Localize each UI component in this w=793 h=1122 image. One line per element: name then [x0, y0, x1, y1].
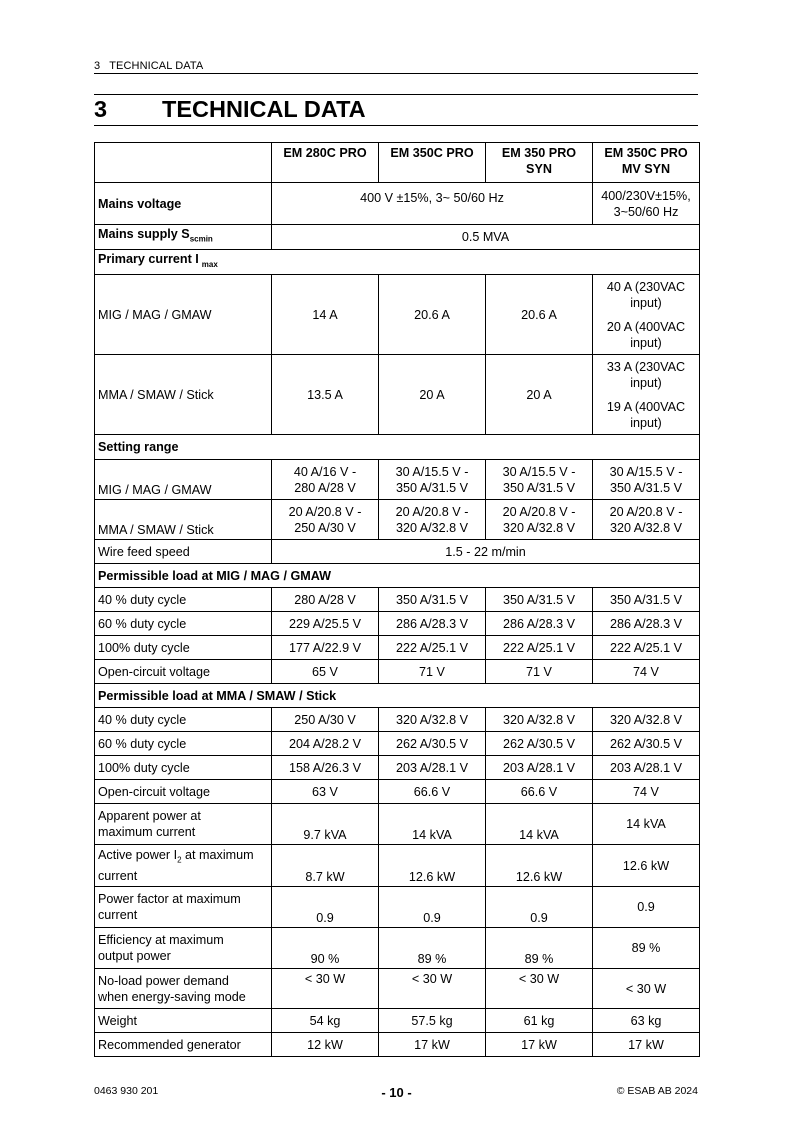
model-header: EM 350C PRO MV SYN [593, 143, 700, 183]
row-label: MIG / MAG / GMAW [95, 460, 272, 500]
cell-value: 63 V [272, 780, 379, 804]
cell-value: 66.6 V [486, 780, 593, 804]
title-rule-top [94, 94, 698, 95]
table-row [95, 780, 700, 804]
cell-value: 90 % [272, 928, 379, 969]
section-heading: Setting range [95, 435, 700, 460]
cell-value: 17 kW [593, 1033, 700, 1057]
cell-value: 20 A [486, 355, 593, 435]
cell-value: 17 kW [486, 1033, 593, 1057]
cell-value: 89 % [379, 928, 486, 969]
section-row [95, 564, 700, 588]
row-label: 100% duty cycle [95, 636, 272, 660]
cell-value: 12 kW [272, 1033, 379, 1057]
cell-value: 30 A/15.5 V - 350 A/31.5 V [486, 460, 593, 500]
cell-value: 0.9 [593, 887, 700, 928]
cell-value: 222 A/25.1 V [486, 636, 593, 660]
cell-value: 0.9 [486, 887, 593, 928]
chapter-title-text: TECHNICAL DATA [162, 96, 366, 122]
running-header-number: 3 [94, 60, 101, 72]
cell-value: 63 kg [593, 1009, 700, 1033]
cell-value: 1.5 - 22 m/min [272, 540, 700, 564]
title-rule-bottom [94, 125, 698, 126]
cell-value: 30 A/15.5 V - 350 A/31.5 V [593, 460, 700, 500]
row-label: Mains voltage [95, 183, 272, 225]
cell-value: 20 A [379, 355, 486, 435]
cell-value: 20 A/20.8 V - 320 A/32.8 V [486, 500, 593, 540]
section-heading: Primary current I $_{max}$ [95, 250, 700, 275]
cell-value: 320 A/32.8 V [486, 708, 593, 732]
chapter-number: 3 [94, 96, 108, 122]
cell-value: 222 A/25.1 V [593, 636, 700, 660]
table-row [95, 969, 700, 1009]
cell-value: 400 V ±15%, 3~ 50/60 Hz [272, 183, 593, 225]
cell-value: 204 A/28.2 V [272, 732, 379, 756]
table-row [95, 460, 700, 500]
model-header: EM 350C PRO [379, 143, 486, 183]
table-row [95, 845, 700, 887]
row-label: 40 % duty cycle [95, 708, 272, 732]
section-row [95, 684, 700, 708]
page-number: - 10 - [381, 1085, 412, 1100]
cell-value: 8.7 kW [272, 845, 379, 887]
cell-value: 20 A/20.8 V - 320 A/32.8 V [593, 500, 700, 540]
table-row [95, 612, 700, 636]
cell-value: 89 % [486, 928, 593, 969]
cell-value: 158 A/26.3 V [272, 756, 379, 780]
header-rule [94, 73, 698, 74]
row-label: Open-circuit voltage [95, 660, 272, 684]
cell-value: 12.6 kW [486, 845, 593, 887]
model-header: EM 280C PRO [272, 143, 379, 183]
cell-value: 229 A/25.5 V [272, 612, 379, 636]
table-row [95, 636, 700, 660]
cell-value: 65 V [272, 660, 379, 684]
cell-value: 20 A/20.8 V - 320 A/32.8 V [379, 500, 486, 540]
row-label: 40 % duty cycle [95, 588, 272, 612]
cell-value: 350 A/31.5 V [486, 588, 593, 612]
row-label: MMA / SMAW / Stick [95, 500, 272, 540]
cell-value: 203 A/28.1 V [379, 756, 486, 780]
table-row [95, 732, 700, 756]
cell-value: 9.7 kVA [272, 804, 379, 845]
chapter-title [94, 96, 366, 123]
table-row [95, 500, 700, 540]
row-label: Mains supply $S_{scmin}$ [95, 225, 272, 250]
cell-value: 17 kW [379, 1033, 486, 1057]
cell-value: 20.6 A [486, 275, 593, 355]
running-header [94, 60, 203, 72]
section-heading: Permissible load at MIG / MAG / GMAW [95, 564, 700, 588]
cell-value: < 30 W [379, 969, 486, 1009]
cell-value: 14 kVA [379, 804, 486, 845]
cell-value: 14 kVA [486, 804, 593, 845]
table-row [95, 804, 700, 845]
table-row [95, 660, 700, 684]
row-label: 60 % duty cycle [95, 612, 272, 636]
section-row [95, 250, 700, 275]
cell-value: 66.6 V [379, 780, 486, 804]
cell-value: 57.5 kg [379, 1009, 486, 1033]
cell-value: 13.5 A [272, 355, 379, 435]
row-label: No-load power demand when energy-saving mode [95, 969, 272, 1009]
cell-value: 350 A/31.5 V [593, 588, 700, 612]
cell-value: 400/230V±15%, 3~50/60 Hz [593, 183, 700, 225]
cell-value: 71 V [379, 660, 486, 684]
table-row [95, 225, 700, 250]
cell-value: 61 kg [486, 1009, 593, 1033]
cell-value: 286 A/28.3 V [486, 612, 593, 636]
table-row [95, 588, 700, 612]
cell-value: 71 V [486, 660, 593, 684]
cell-value: 203 A/28.1 V [486, 756, 593, 780]
row-label: MMA / SMAW / Stick [95, 355, 272, 435]
cell-value: 350 A/31.5 V [379, 588, 486, 612]
cell-value: 33 A (230VAC input) 19 A (400VAC input) [593, 355, 700, 435]
cell-value: < 30 W [486, 969, 593, 1009]
cell-value: 40 A/16 V - 280 A/28 V [272, 460, 379, 500]
cell-value: 177 A/22.9 V [272, 636, 379, 660]
cell-value: 320 A/32.8 V [593, 708, 700, 732]
cell-value: 40 A (230VAC input) 20 A (400VAC input) [593, 275, 700, 355]
table-row [95, 1009, 700, 1033]
cell-value: 14 A [272, 275, 379, 355]
table-row [95, 756, 700, 780]
cell-value: < 30 W [593, 969, 700, 1009]
cell-value: 203 A/28.1 V [593, 756, 700, 780]
row-label: Recommended generator [95, 1033, 272, 1057]
cell-value: 250 A/30 V [272, 708, 379, 732]
table-row [95, 1033, 700, 1057]
row-label: Active power $I_2$ at maximum current [95, 845, 272, 887]
cell-value: 286 A/28.3 V [593, 612, 700, 636]
cell-value: 0.9 [379, 887, 486, 928]
cell-value: 262 A/30.5 V [593, 732, 700, 756]
row-label: Power factor at maximum current [95, 887, 272, 928]
technical-data-table [94, 142, 700, 1057]
table-header-row [95, 143, 700, 183]
row-label: 100% duty cycle [95, 756, 272, 780]
row-label: Efficiency at maximum output power [95, 928, 272, 969]
cell-value: 262 A/30.5 V [379, 732, 486, 756]
cell-value: 280 A/28 V [272, 588, 379, 612]
cell-value: 14 kVA [593, 804, 700, 845]
section-heading: Permissible load at MMA / SMAW / Stick [95, 684, 700, 708]
cell-value: 262 A/30.5 V [486, 732, 593, 756]
table-row [95, 275, 700, 355]
cell-value: 89 % [593, 928, 700, 969]
row-label: 60 % duty cycle [95, 732, 272, 756]
cell-value: 12.6 kW [379, 845, 486, 887]
table-row [95, 708, 700, 732]
cell-value: < 30 W [272, 969, 379, 1009]
cell-value: 222 A/25.1 V [379, 636, 486, 660]
row-label: Weight [95, 1009, 272, 1033]
cell-value: 54 kg [272, 1009, 379, 1033]
cell-value: 286 A/28.3 V [379, 612, 486, 636]
cell-value: 0.5 MVA [272, 225, 700, 250]
cell-value: 0.9 [272, 887, 379, 928]
table-row [95, 887, 700, 928]
cell-value: 320 A/32.8 V [379, 708, 486, 732]
copyright: © ESAB AB 2024 [616, 1085, 698, 1097]
row-label: Apparent power at maximum current [95, 804, 272, 845]
document-number: 0463 930 201 [94, 1085, 159, 1097]
section-row [95, 435, 700, 460]
row-label: Wire feed speed [95, 540, 272, 564]
cell-value: 74 V [593, 660, 700, 684]
table-row [95, 355, 700, 435]
cell-value: 30 A/15.5 V - 350 A/31.5 V [379, 460, 486, 500]
cell-value: 20.6 A [379, 275, 486, 355]
table-row [95, 928, 700, 969]
header-empty-cell [95, 143, 272, 183]
running-header-title: TECHNICAL DATA [109, 60, 204, 72]
cell-value: 74 V [593, 780, 700, 804]
cell-value: 12.6 kW [593, 845, 700, 887]
model-header: EM 350 PRO SYN [486, 143, 593, 183]
table-row [95, 540, 700, 564]
row-label: Open-circuit voltage [95, 780, 272, 804]
row-label: MIG / MAG / GMAW [95, 275, 272, 355]
table-row [95, 183, 700, 225]
cell-value: 20 A/20.8 V - 250 A/30 V [272, 500, 379, 540]
